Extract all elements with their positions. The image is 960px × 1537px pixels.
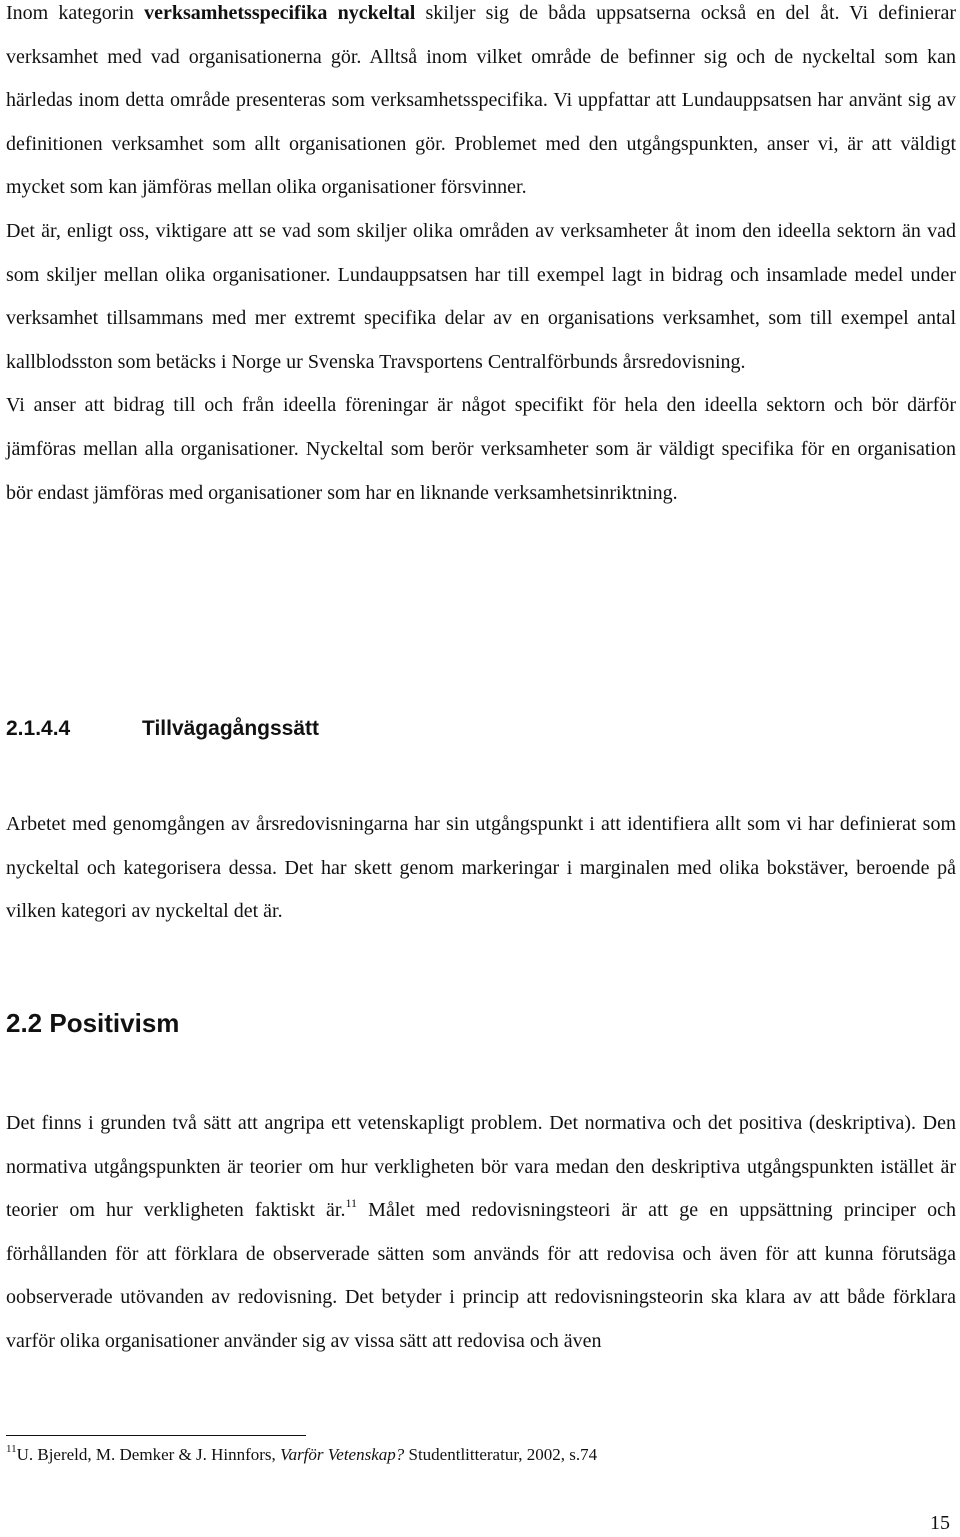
- section-title: Tillvägagångssätt: [142, 717, 320, 740]
- paragraph-text: Inom kategorin: [6, 2, 145, 24]
- footnote-authors: U. Bjereld, M. Demker & J. Hinnfors,: [16, 1445, 281, 1464]
- body-text-section-2: [6, 803, 956, 934]
- paragraph-lundauppsatsen: Det är, enligt oss, viktigare att se vad som skiljer olika områden av verksamheter åt inom den ideella sektorn än vad som skiljer mellan olika organisationer. Lundauppsatsen har till exempel lagt in bidrag och insamlade medel under verksamhet tillsammans med mer extremt specifika delar av en organisations verksamhet, som till exempel antal kallblodsston som betäcks i Norge ur Svenska Travsportens Centralförbunds årsredovisning.: [6, 219, 956, 373]
- footnote: [6, 1443, 597, 1467]
- footnote-reference[interactable]: 11: [345, 1196, 358, 1211]
- paragraph-text: Det finns i grunden två sätt att angripa ett vetenskapligt problem. Det normativa och det positiva (deskriptiva). Den normativa utgångspunkten är teorier om hur verkligheten bör vara medan den deskriptiva utgångspunkten istället är teorier om hur verkligheten faktiskt är.: [6, 1112, 956, 1222]
- body-text-section-1: [6, 0, 956, 515]
- footnote-title: Varför Vetenskap?: [280, 1445, 405, 1464]
- footnote-number: 11: [6, 1443, 17, 1455]
- paragraph-text: Målet med redovisningsteori är att ge en uppsättning principer och förhållanden för att förklara de observerade sätten som används för att redovisa och även för att kunna förutsäga oobserverade utövanden av redovisning. Det betyder i princip att redovisningsteorin ska klara av att både förklara varför olika organisationer använder sig av vissa sätt att redovisa och även: [6, 1199, 956, 1352]
- section-heading-positivism: 2.2 Positivism: [6, 1008, 180, 1038]
- footnote-publisher: Studentlitteratur, 2002, s.74: [404, 1445, 598, 1464]
- section-number: 2.1.4.4: [6, 717, 71, 740]
- paragraph-bidrag: Vi anser att bidrag till och från ideella föreningar är något specifikt för hela den ideella sektorn och bör därför jämföras mellan alla organisationer. Nyckeltal som berör verksamheter som är väldigt specifika för en organisation bör endast jämföras med organisationer som har en liknande verksamhetsinriktning.: [6, 394, 956, 504]
- paragraph-positivism: [6, 1102, 956, 1364]
- paragraph-tillvagagangssatt: Arbetet med genomgången av årsredovisningarna har sin utgångspunkt i att identifiera allt som vi har definierat som nyckeltal och kategorisera dessa. Det har skett genom markeringar i marginalen med olika bokstäver, beroende på vilken kategori av nyckeltal det är.: [6, 813, 956, 923]
- bold-term: verksamhetsspecifika nyckeltal: [144, 2, 416, 24]
- page-number: 15: [930, 1512, 950, 1534]
- footnote-divider: [6, 1435, 306, 1436]
- paragraph-verksamhetsspecifika: [6, 0, 956, 210]
- section-heading-2-1-4-4: [6, 717, 319, 741]
- body-text-section-3: [6, 1102, 956, 1364]
- paragraph-text: skiljer sig de båda uppsatserna också en del åt. Vi definierar verksamhet med vad organisationerna gör. Alltså inom vilket område de befinner sig och de nyckeltal som kan härledas inom detta område presenteras som verksamhetsspecifika. Vi uppfattar att Lundauppsatsen har använt sig av definitionen verksamhet som allt organisationen gör. Problemet med den utgångspunkten, anser vi, är att väldigt mycket som kan jämföras mellan olika organisationer försvinner.: [6, 2, 956, 199]
